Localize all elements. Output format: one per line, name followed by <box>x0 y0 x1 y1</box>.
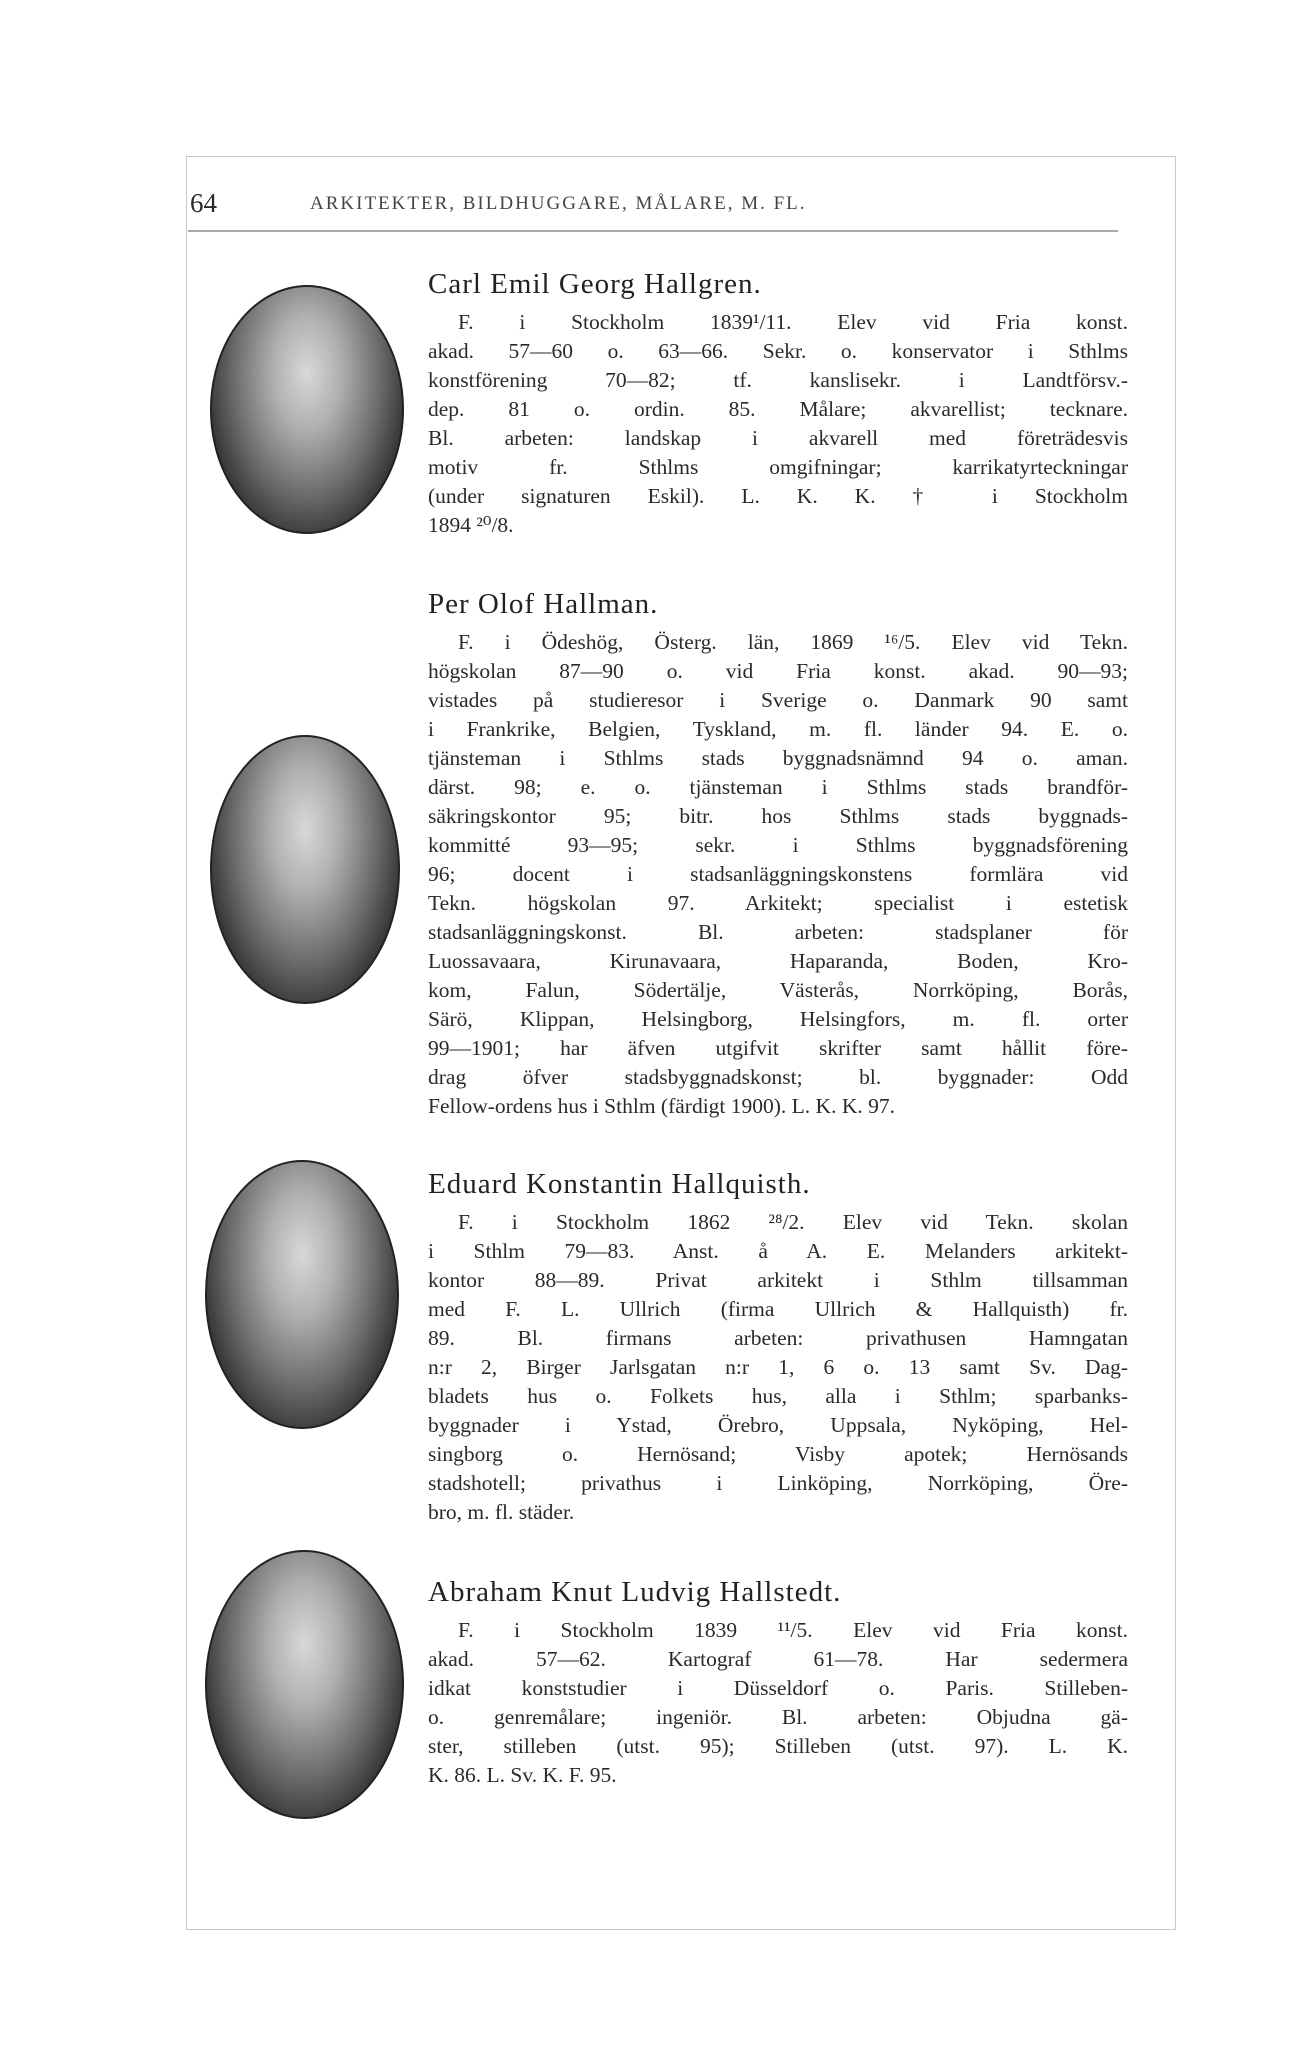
entry-text-line: Tekn. högskolan 97. Arkitekt; specialist i estetisk <box>428 891 1128 915</box>
portrait-hallgren <box>210 285 404 534</box>
entry-text-line: vistades på studieresor i Sverige o. Danmark 90 samt <box>428 688 1128 712</box>
biography-entry <box>428 1574 1128 1790</box>
entry-text-line: akad. 57—62. Kartograf 61—78. Har sedermera <box>428 1647 1128 1671</box>
entry-text-line: tjänsteman i Sthlms stads byggnadsnämnd 94 o. aman. <box>428 746 1128 770</box>
entry-text-line: Bl. arbeten: landskap i akvarell med företrädesvis <box>428 426 1128 450</box>
header-rule <box>188 230 1118 232</box>
entry-text-line: F. i Stockholm 1839 ¹¹/5. Elev vid Fria konst. <box>458 1618 1128 1642</box>
portrait-hallman <box>210 735 400 1004</box>
biography-entry <box>428 266 1128 540</box>
entry-text-line: Fellow-ordens hus i Sthlm (färdigt 1900). L. K. K. 97. <box>428 1094 895 1118</box>
entry-text-line: F. i Stockholm 1839¹/11. Elev vid Fria konst. <box>458 310 1128 334</box>
portrait-hallquisth <box>205 1160 399 1429</box>
biography-entry <box>428 1166 1128 1527</box>
entry-text-line: (under signaturen Eskil). L. K. K. † i Stockholm <box>428 484 1128 508</box>
entry-text-line: bladets hus o. Folkets hus, alla i Sthlm; sparbanks- <box>428 1384 1128 1408</box>
entry-name: Carl Emil Georg Hallgren. <box>428 268 762 300</box>
biography-entry <box>428 586 1128 1121</box>
entry-text-line: n:r 2, Birger Jarlsgatan n:r 1, 6 o. 13 samt Sv. Dag- <box>428 1355 1128 1379</box>
entry-name: Per Olof Hallman. <box>428 588 659 620</box>
entry-text-line: därst. 98; e. o. tjänsteman i Sthlms stads brandför- <box>428 775 1128 799</box>
entry-text-line: drag öfver stadsbyggnadskonst; bl. byggnader: Odd <box>428 1065 1128 1089</box>
entry-text-line: idkat konststudier i Düsseldorf o. Paris. Stilleben- <box>428 1676 1128 1700</box>
entry-text-line: säkringskontor 95; bitr. hos Sthlms stads byggnads- <box>428 804 1128 828</box>
entry-name: Abraham Knut Ludvig Hallstedt. <box>428 1576 842 1608</box>
entry-text-line: 1894 ²⁰/8. <box>428 513 514 537</box>
entry-name: Eduard Konstantin Hallquisth. <box>428 1168 811 1200</box>
entry-text-line: kommitté 93—95; sekr. i Sthlms byggnadsförening <box>428 833 1128 857</box>
entry-text-line: singborg o. Hernösand; Visby apotek; Hernösands <box>428 1442 1128 1466</box>
entry-text-line: kontor 88—89. Privat arkitekt i Sthlm tillsamman <box>428 1268 1128 1292</box>
entry-text-line: bro, m. fl. städer. <box>428 1500 575 1524</box>
entry-text-line: F. i Stockholm 1862 ²⁸/2. Elev vid Tekn. skolan <box>458 1210 1128 1234</box>
page-number: 64 <box>190 188 217 218</box>
entry-text-line: stadshotell; privathus i Linköping, Norrköping, Öre- <box>428 1471 1128 1495</box>
entry-text-line: med F. L. Ullrich (firma Ullrich & Hallquisth) fr. <box>428 1297 1128 1321</box>
entry-text-line: byggnader i Ystad, Örebro, Uppsala, Nyköping, Hel- <box>428 1413 1128 1437</box>
entry-text-line: Särö, Klippan, Helsingborg, Helsingfors, m. fl. orter <box>428 1007 1128 1031</box>
entry-text-line: i Sthlm 79—83. Anst. å A. E. Melanders arkitekt- <box>428 1239 1128 1263</box>
entry-text-line: Luossavaara, Kirunavaara, Haparanda, Boden, Kro- <box>428 949 1128 973</box>
entry-text-line: akad. 57—60 o. 63—66. Sekr. o. konservator i Sthlms <box>428 339 1128 363</box>
entry-text-line: motiv fr. Sthlms omgifningar; karrikatyrteckningar <box>428 455 1128 479</box>
entry-text-line: K. 86. L. Sv. K. F. 95. <box>428 1763 617 1787</box>
entry-text-line: i Frankrike, Belgien, Tyskland, m. fl. länder 94. E. o. <box>428 717 1128 741</box>
running-title: ARKITEKTER, BILDHUGGARE, MÅLARE, M. FL. <box>310 193 807 214</box>
entry-text-line: högskolan 87—90 o. vid Fria konst. akad. 90—93; <box>428 659 1128 683</box>
entry-text-line: dep. 81 o. ordin. 85. Målare; akvarellist; tecknare. <box>428 397 1128 421</box>
entry-text-line: konstförening 70—82; tf. kanslisekr. i Landtförsv.- <box>428 368 1128 392</box>
portrait-hallstedt <box>205 1550 404 1819</box>
entry-text-line: o. genremålare; ingeniör. Bl. arbeten: Objudna gä- <box>428 1705 1128 1729</box>
entry-text-line: stadsanläggningskonst. Bl. arbeten: stadsplaner för <box>428 920 1128 944</box>
entry-text-line: F. i Ödeshög, Österg. län, 1869 ¹⁶/5. Elev vid Tekn. <box>458 630 1128 654</box>
entry-text-line: ster, stilleben (utst. 95); Stilleben (utst. 97). L. K. <box>428 1734 1128 1758</box>
entry-text-line: kom, Falun, Södertälje, Västerås, Norrköping, Borås, <box>428 978 1128 1002</box>
entry-text-line: 96; docent i stadsanläggningskonstens formlära vid <box>428 862 1128 886</box>
entry-text-line: 89. Bl. firmans arbeten: privathusen Hamngatan <box>428 1326 1128 1350</box>
entry-text-line: 99—1901; har äfven utgifvit skrifter samt hållit före- <box>428 1036 1128 1060</box>
